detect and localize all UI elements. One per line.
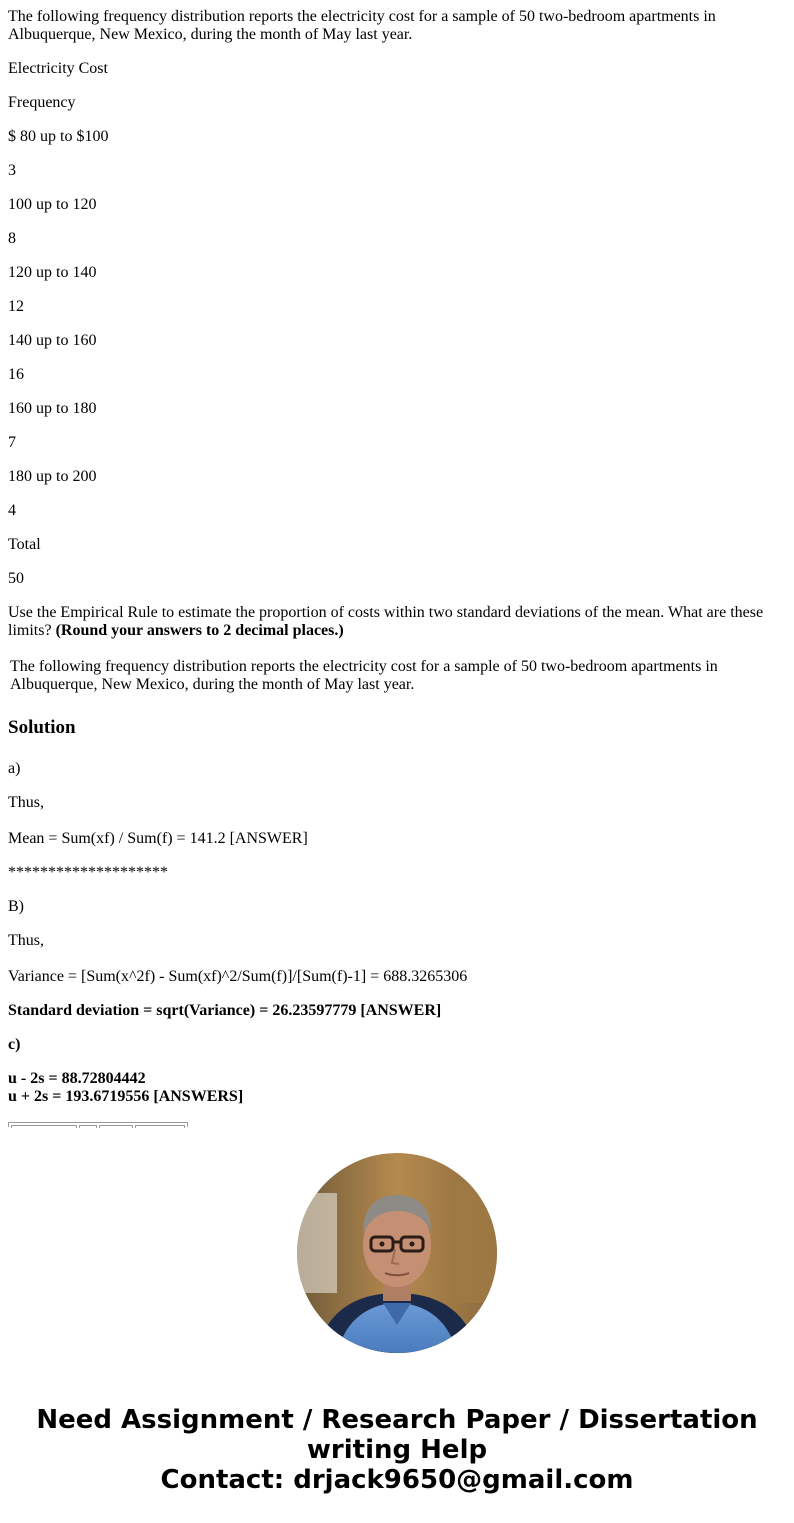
row-range: 100 up to 120 — [8, 196, 97, 213]
author-photo — [297, 1153, 497, 1353]
variance-result: Variance = [Sum(x^2f) - Sum(xf)^2/Sum(f)]/[Sum(f)-1] = 688.3265306 — [8, 968, 468, 985]
total-value: 50 — [8, 570, 24, 587]
row-range: 120 up to 140 — [8, 264, 97, 281]
row-range: $ 80 up to $100 — [8, 128, 109, 145]
document-body — [8, 8, 786, 1127]
repeated-question-box — [8, 656, 772, 696]
row-frequency: 16 — [8, 366, 24, 383]
column-header-cost: Electricity Cost — [8, 60, 108, 77]
cta-line-1: Need Assignment / Research Paper / Dissertation — [36, 1405, 758, 1435]
prompt-text: Use the Empirical Rule to estimate the proportion of costs within two standard deviations of the mean. What are these limits? — [8, 604, 764, 639]
part-a-thus: Thus, — [8, 794, 44, 811]
cta-line-3: Contact: drjack9650@gmail.com — [160, 1465, 634, 1495]
row-range: 180 up to 200 — [8, 468, 97, 485]
standard-deviation-result: Standard deviation = sqrt(Variance) = 26.23597779 [ANSWER] — [8, 1002, 442, 1019]
total-label: Total — [8, 536, 41, 553]
part-c-label: c) — [8, 1036, 21, 1053]
solution-heading: Solution — [8, 717, 76, 738]
row-range: 160 up to 180 — [8, 400, 97, 417]
repeated-question-text: The following frequency distribution reports the electricity cost for a sample of 50 two-bedroom apartments in Albuquerque, New Mexico, during the month of May last year. — [10, 658, 718, 693]
part-b-thus: Thus, — [8, 932, 44, 949]
upper-limit-result: u + 2s = 193.6719556 [ANSWERS] — [8, 1088, 244, 1105]
portrait-image — [297, 1153, 497, 1353]
truncated-table — [8, 1122, 188, 1127]
row-frequency: 4 — [8, 502, 16, 519]
row-frequency: 7 — [8, 434, 16, 451]
row-range: 140 up to 160 — [8, 332, 97, 349]
prompt-rounding-note: (Round your answers to 2 decimal places.) — [55, 622, 344, 639]
part-a-label: a) — [8, 760, 21, 777]
row-frequency: 3 — [8, 162, 16, 179]
mean-result: Mean = Sum(xf) / Sum(f) = 141.2 [ANSWER] — [8, 830, 308, 847]
cta-line-2: writing Help — [306, 1435, 488, 1465]
separator-stars: ******************** — [8, 864, 168, 881]
part-b-label: B) — [8, 898, 24, 915]
question-prompt — [8, 604, 786, 640]
question-intro: The following frequency distribution reports the electricity cost for a sample of 50 two-bedroom apartments in Albuquerque, New Mexico, during the month of May last year. — [8, 8, 716, 43]
lower-limit-result: u - 2s = 88.72804442 — [8, 1070, 146, 1087]
column-header-frequency: Frequency — [8, 94, 76, 111]
contact-banner — [0, 1405, 794, 1495]
row-frequency: 12 — [8, 298, 24, 315]
row-frequency: 8 — [8, 230, 16, 247]
